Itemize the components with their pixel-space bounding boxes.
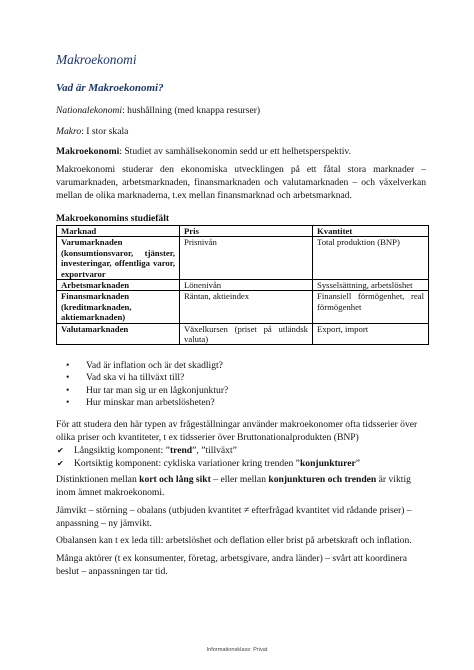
quantity-line bbox=[317, 291, 424, 301]
price-cell: Räntan, aktieindex bbox=[180, 291, 313, 323]
market-detail-part: tjänster, bbox=[144, 247, 175, 258]
text: Distinktionen mellan bbox=[56, 474, 140, 485]
definition: : hushållning (med knappa resurser) bbox=[122, 105, 261, 116]
market-name: Varumarknaden bbox=[61, 237, 123, 248]
market-detail-part: (konsumtionsvaror, bbox=[61, 247, 134, 258]
market-detail: investeringar, offentliga varor, exportvaror bbox=[61, 258, 175, 279]
quantity-part: Finansiell bbox=[317, 291, 352, 302]
text: Kortsiktig komponent: cykliska variationer kring trenden ” bbox=[74, 458, 300, 469]
market-detail: aktiemarknaden) bbox=[61, 312, 126, 323]
text: är viktig inom ämnet makroekonomi. bbox=[56, 474, 411, 498]
imbalance-paragraph: Obalansen kan t ex leda till: arbetslöshet och deflation eller brist på arbetskraft och inflation. bbox=[56, 535, 412, 546]
price-cell: Prisnivån bbox=[180, 237, 313, 280]
quantity-cell: Sysselsättning, arbetslöshet bbox=[313, 280, 429, 291]
definition-nationalekonomi bbox=[56, 104, 426, 117]
table-row bbox=[57, 280, 429, 291]
quantity-cell: Total produktion (BNP) bbox=[313, 237, 429, 280]
footer-classification: Informationsklass: Privat bbox=[206, 647, 268, 653]
definition: : I stor skala bbox=[81, 126, 129, 137]
term: Makroekonomi bbox=[56, 146, 120, 157]
equilibrium-paragraph: Jämvikt – störning – obalans (utbjuden kvantitet ≠ efterfrågad kvantitet vid rådande priser) – anpassning – ny jämvikt. bbox=[56, 505, 412, 529]
table-heading: Makroekonomins studiefält bbox=[56, 213, 170, 224]
quantity-cell: Export, import bbox=[313, 323, 429, 345]
text: – eller mellan bbox=[210, 474, 269, 485]
table-row bbox=[57, 323, 429, 345]
price-part: på bbox=[263, 323, 272, 334]
list-item: • Hur tar man sig ur en lågkonjunktur? bbox=[56, 385, 228, 397]
market-cell: Valutamarknaden bbox=[57, 323, 180, 345]
list-item: • Hur minskar man arbetslösheten? bbox=[56, 397, 228, 409]
text: ” bbox=[355, 458, 361, 469]
price-part: Växelkursen bbox=[184, 323, 228, 334]
list-item bbox=[56, 457, 430, 470]
study-field-table bbox=[56, 225, 429, 345]
section-heading: Vad är Makroekonomi? bbox=[56, 82, 164, 94]
price-part: utländsk bbox=[278, 323, 308, 334]
distinction-paragraph bbox=[56, 473, 430, 499]
checkmark-icon: ✔ bbox=[57, 446, 64, 455]
price-line: valuta) bbox=[184, 334, 209, 345]
market-detail: (kreditmarknaden, bbox=[61, 301, 132, 312]
market-name: Finansmarknaden bbox=[61, 291, 130, 302]
text: ”, ”tillväxt” bbox=[192, 445, 237, 456]
definition: : Studiet av samhällsekonomin sedd ur ett helhetsperspektiv. bbox=[119, 146, 351, 157]
price-line bbox=[184, 324, 308, 334]
intro-paragraph: Makroekonomi studerar den ekonomiska utvecklingen på ett fåtal stora marknader – varumarknaden, arbetsmarknaden, finansmarknaden och valutamarknaden – och växelverkan mellan de olika marknaderna, t.ex mellan finansmarknad och arbetsmarknad. bbox=[56, 164, 426, 201]
actors-paragraph: Många aktörer (t ex konsumenter, företag, arbetsgivare, andra länder) – svårt att koordinera beslut – anpassningen tar tid. bbox=[56, 553, 407, 577]
time-series-section bbox=[56, 418, 430, 470]
text: trend bbox=[169, 445, 193, 456]
column-header-pris: Pris bbox=[180, 226, 313, 237]
market-cell bbox=[57, 237, 180, 280]
component-list bbox=[56, 444, 430, 470]
list-item: • Vad ska vi ha tillväxt till? bbox=[56, 372, 228, 384]
question-list bbox=[56, 360, 228, 410]
table-row bbox=[57, 237, 429, 280]
quantity-part: förmögenhet, bbox=[357, 291, 405, 302]
market-cell bbox=[57, 291, 180, 323]
definition-makro bbox=[56, 125, 426, 138]
price-cell bbox=[180, 323, 313, 345]
quantity-cell bbox=[313, 291, 429, 323]
text: kort och lång sikt bbox=[139, 474, 211, 485]
term: Makro bbox=[56, 126, 82, 137]
market-detail bbox=[61, 248, 175, 258]
document-title: Makroekonomi bbox=[56, 52, 137, 67]
price-part: (priset bbox=[234, 323, 257, 334]
table-header-row bbox=[57, 226, 429, 237]
text: konjunkturen och trenden bbox=[268, 474, 377, 485]
market-cell: Arbetsmarknaden bbox=[57, 280, 180, 291]
quantity-part: real bbox=[410, 291, 424, 302]
quantity-line: förmögenhet bbox=[317, 301, 362, 312]
term: Nationalekonomi bbox=[56, 105, 123, 116]
table-row bbox=[57, 291, 429, 323]
checkmark-icon: ✔ bbox=[57, 459, 64, 468]
text: Långsiktig komponent: ” bbox=[74, 445, 170, 456]
text: konjunkturer bbox=[299, 458, 356, 469]
definition-makroekonomi bbox=[56, 145, 426, 158]
column-header-kvantitet: Kvantitet bbox=[313, 226, 429, 237]
list-item bbox=[56, 444, 430, 457]
column-header-marknad: Marknad bbox=[57, 226, 180, 237]
list-item: • Vad är inflation och är det skadligt? bbox=[56, 360, 228, 372]
time-series-paragraph: För att studera den här typen av frågeställningar använder makroekonomer ofta tidsserier över olika priser och kvantiteter, t ex tidsserier över Bruttonationalprodukten (BNP) bbox=[56, 419, 418, 443]
price-cell: Lönenivån bbox=[180, 280, 313, 291]
